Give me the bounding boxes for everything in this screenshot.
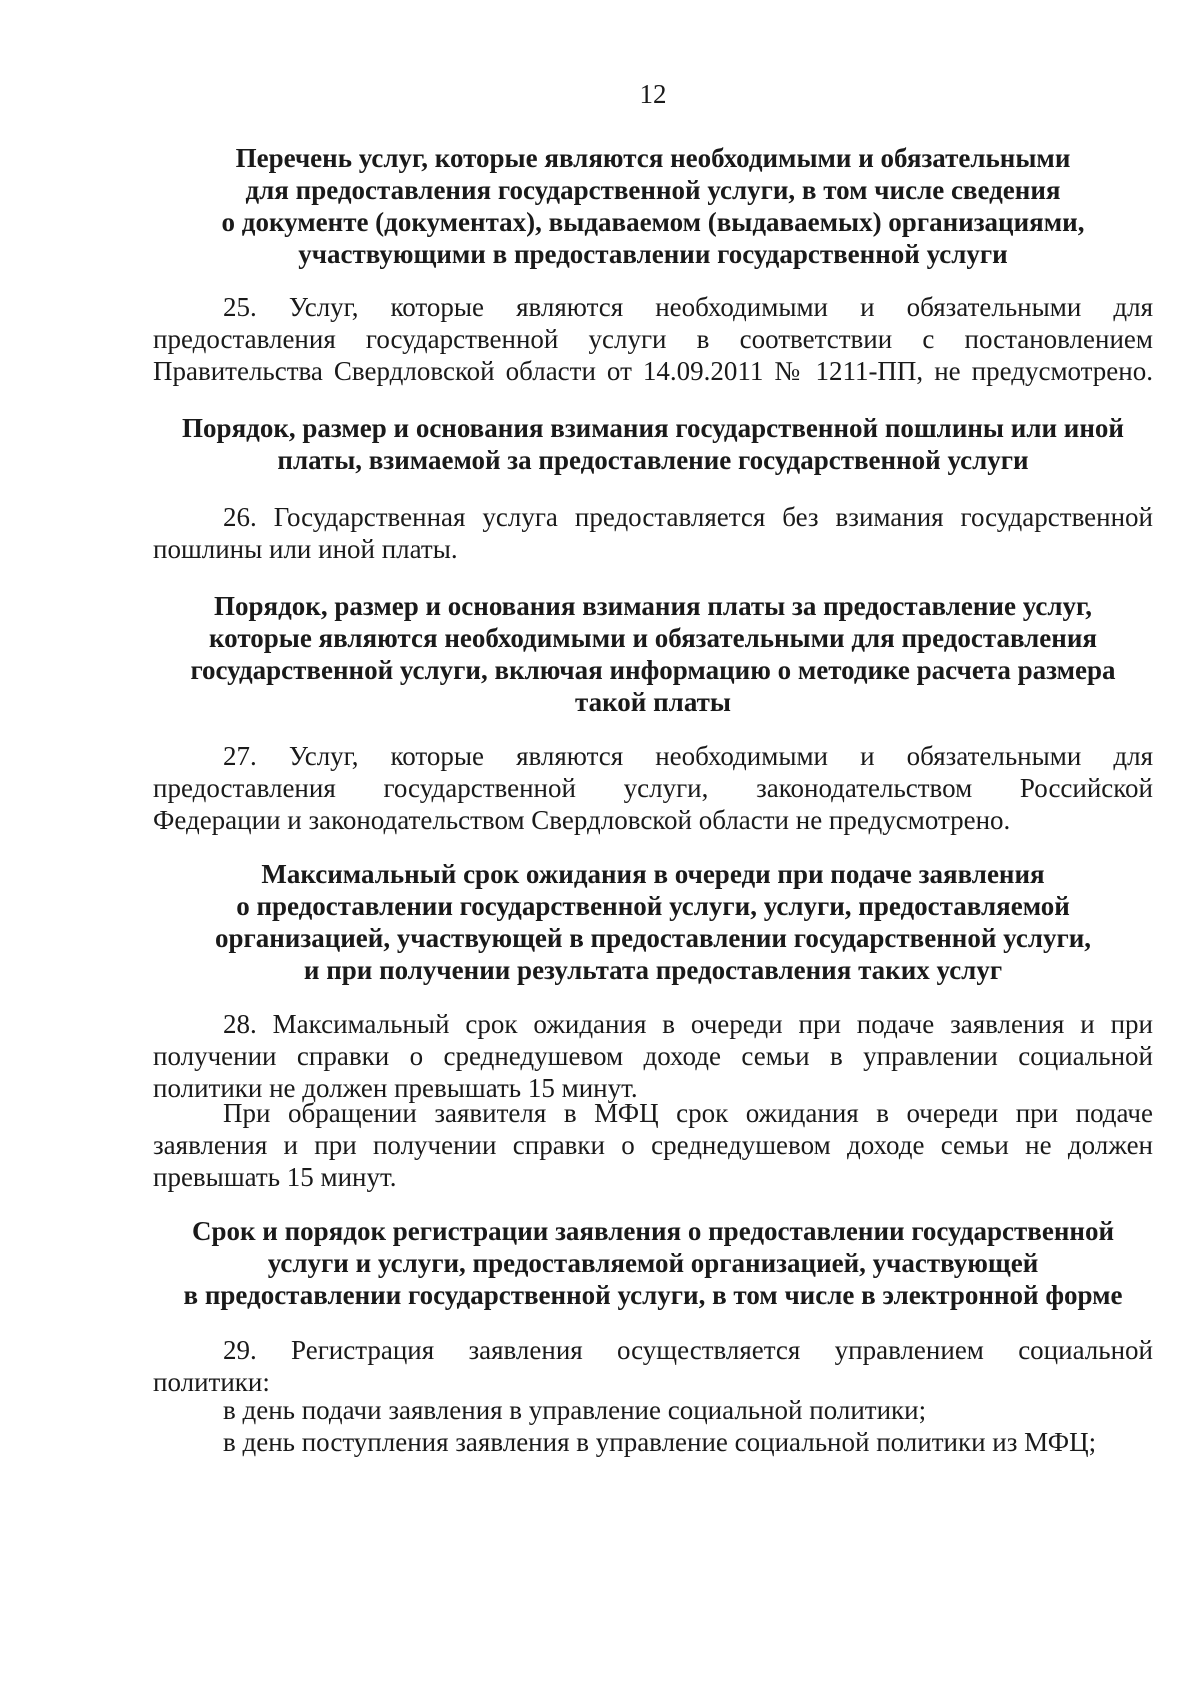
heading-line: Перечень услуг, которые являются необходимыми и обязательными [235, 143, 1071, 173]
paragraph-line: 27. Услуг, которые являются необходимыми и обязательными для [223, 741, 1153, 771]
heading-line: которые являются необходимыми и обязательными для предоставления [208, 623, 1098, 653]
heading-line: и при получении результата предоставления таких услуг [303, 955, 1003, 985]
paragraph [153, 1097, 1153, 1193]
section-heading [153, 142, 1153, 270]
paragraph-line: в день подачи заявления в управление социальной политики; [223, 1395, 927, 1425]
paragraph [153, 501, 1153, 565]
heading-line: платы, взимаемой за предоставление государственной услуги [277, 445, 1029, 475]
paragraph [153, 1426, 1153, 1458]
heading-line: такой платы [575, 687, 731, 717]
paragraph-line: Правительства Свердловской области от 14.09.2011 № 1211-ПП, не предусмотрено. [153, 356, 1153, 386]
paragraph-line: 29. Регистрация заявления осуществляется управлением социальной [223, 1335, 1153, 1365]
paragraph-line: заявления и при получении справки о среднедушевом доходе семьи не должен [153, 1130, 1153, 1160]
paragraph-line: пошлины или иной платы. [153, 534, 458, 564]
section-heading [153, 858, 1153, 986]
paragraph-line: 25. Услуг, которые являются необходимыми и обязательными для [223, 292, 1153, 322]
heading-line: в предоставлении государственной услуги, в том числе в электронной форме [183, 1280, 1123, 1310]
heading-line: организацией, участвующей в предоставлении государственной услуги, [214, 923, 1092, 953]
paragraph-line: превышать 15 минут. [153, 1162, 397, 1192]
heading-line: Порядок, размер и основания взимания государственной пошлины или иной [182, 413, 1124, 443]
heading-line: Порядок, размер и основания взимания платы за предоставление услуг, [214, 591, 1092, 621]
paragraph-line: предоставления государственной услуги в соответствии с постановлением [153, 324, 1153, 354]
paragraph-line: политики: [153, 1367, 270, 1397]
section-heading [153, 590, 1153, 718]
heading-line: о документе (документах), выдаваемом (выдаваемых) организациями, [221, 207, 1085, 237]
heading-line: для предоставления государственной услуги, в том числе сведения [245, 175, 1061, 205]
paragraph-line: 26. Государственная услуга предоставляется без взимания государственной [223, 502, 1153, 532]
heading-line: государственной услуги, включая информацию о методике расчета размера [190, 655, 1116, 685]
heading-line: о предоставлении государственной услуги, услуги, предоставляемой [236, 891, 1070, 921]
paragraph [153, 1008, 1153, 1104]
paragraph [153, 740, 1153, 836]
paragraph [153, 1394, 1153, 1426]
section-heading [153, 1215, 1153, 1311]
paragraph-line: Федерации и законодательством Свердловской области не предусмотрено. [153, 805, 1011, 835]
paragraph-line: При обращении заявителя в МФЦ срок ожидания в очереди при подаче [223, 1098, 1153, 1128]
page-number: 12 [639, 79, 667, 109]
paragraph-line: предоставления государственной услуги, законодательством Российской [153, 773, 1153, 803]
heading-line: участвующими в предоставлении государственной услуги [298, 239, 1008, 269]
section-heading [153, 412, 1153, 476]
paragraph-line: в день поступления заявления в управление социальной политики из МФЦ; [223, 1427, 1097, 1457]
paragraph-line: 28. Максимальный срок ожидания в очереди при подаче заявления и при [223, 1009, 1153, 1039]
paragraph [153, 1334, 1153, 1398]
paragraph-line: получении справки о среднедушевом доходе семьи в управлении социальной [153, 1041, 1153, 1071]
heading-line: Срок и порядок регистрации заявления о предоставлении государственной [191, 1216, 1115, 1246]
paragraph-line: политики не должен превышать 15 минут. [153, 1073, 638, 1103]
paragraph [153, 291, 1153, 387]
heading-line: услуги и услуги, предоставляемой организацией, участвующей [267, 1248, 1039, 1278]
heading-line: Максимальный срок ожидания в очереди при подаче заявления [261, 859, 1045, 889]
